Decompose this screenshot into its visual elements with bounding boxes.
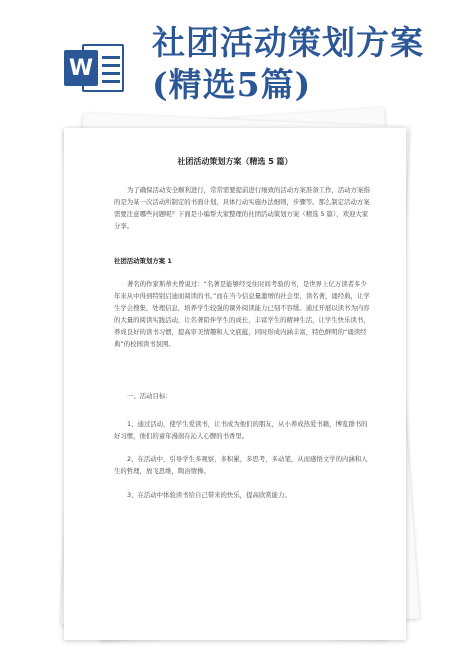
- word-logo: [64, 42, 126, 94]
- goal-heading: 一、活动目标：: [127, 392, 172, 400]
- paragraph-1: 著名的作家斯蒂夫曾说过：“名著是能够经受住时间考验的书，是世界上亿万读者多少年来从中得到特别启迪而阅读的书。”而在当今信息量激增的社会里，读名著，诵经典，让学生学会搜集，处理信息，培养学生较强的课外阅读能力已刻不容缓。通过开展以读书为内容的大量的阅读实践活动，让名著陪伴学生的成长，丰富学生的精神生活，让学生快乐读书，养成良好的读书习惯，提高审美情趣和人文底蕴，同时形成内涵丰富，特色鲜明的“诵读经典”的校园读书氛围。: [114, 280, 370, 348]
- section-heading: 社团活动策划方案 1: [114, 257, 172, 265]
- document-page: [64, 128, 406, 640]
- goal-item-1: 1、通过活动，使学生爱读书，让书成为他们的朋友，从小养成热爱书籍，博览群书的好习惯，他们的童年漫润在沁人心脾的书香里。: [114, 420, 368, 440]
- banner-title-line2: (精选5篇): [152, 65, 312, 104]
- goal-item-3: 3、在活动中体验读书给自己带来的快乐，提高欣赏能力。: [127, 491, 291, 499]
- banner-title-line1: 社团活动策划方案: [152, 23, 424, 62]
- document-title: 社团活动策划方案（精选 5 篇）: [177, 157, 293, 166]
- goal-item-2: 2、在活动中，引导学生多观察，多积累，多思考，多动笔，从而感悟文学的内涵和人生的哲理，放飞思维，陶冶情操。: [114, 455, 368, 475]
- banner-title: [152, 22, 462, 106]
- intro-paragraph: 为了确保活动安全顺利进行，常常需要提前进行细致的活动方案准备工作，活动方案指的是为某一次活动所制定的书面计划，具体行动实施办法细则，步骤等。那么制定活动方案需要注意哪些问题呢？下面是小编帮大家整理的社团活动策划方案（精选 5 篇），欢迎大家分享。: [114, 186, 370, 230]
- word-logo-letter: W: [64, 50, 98, 86]
